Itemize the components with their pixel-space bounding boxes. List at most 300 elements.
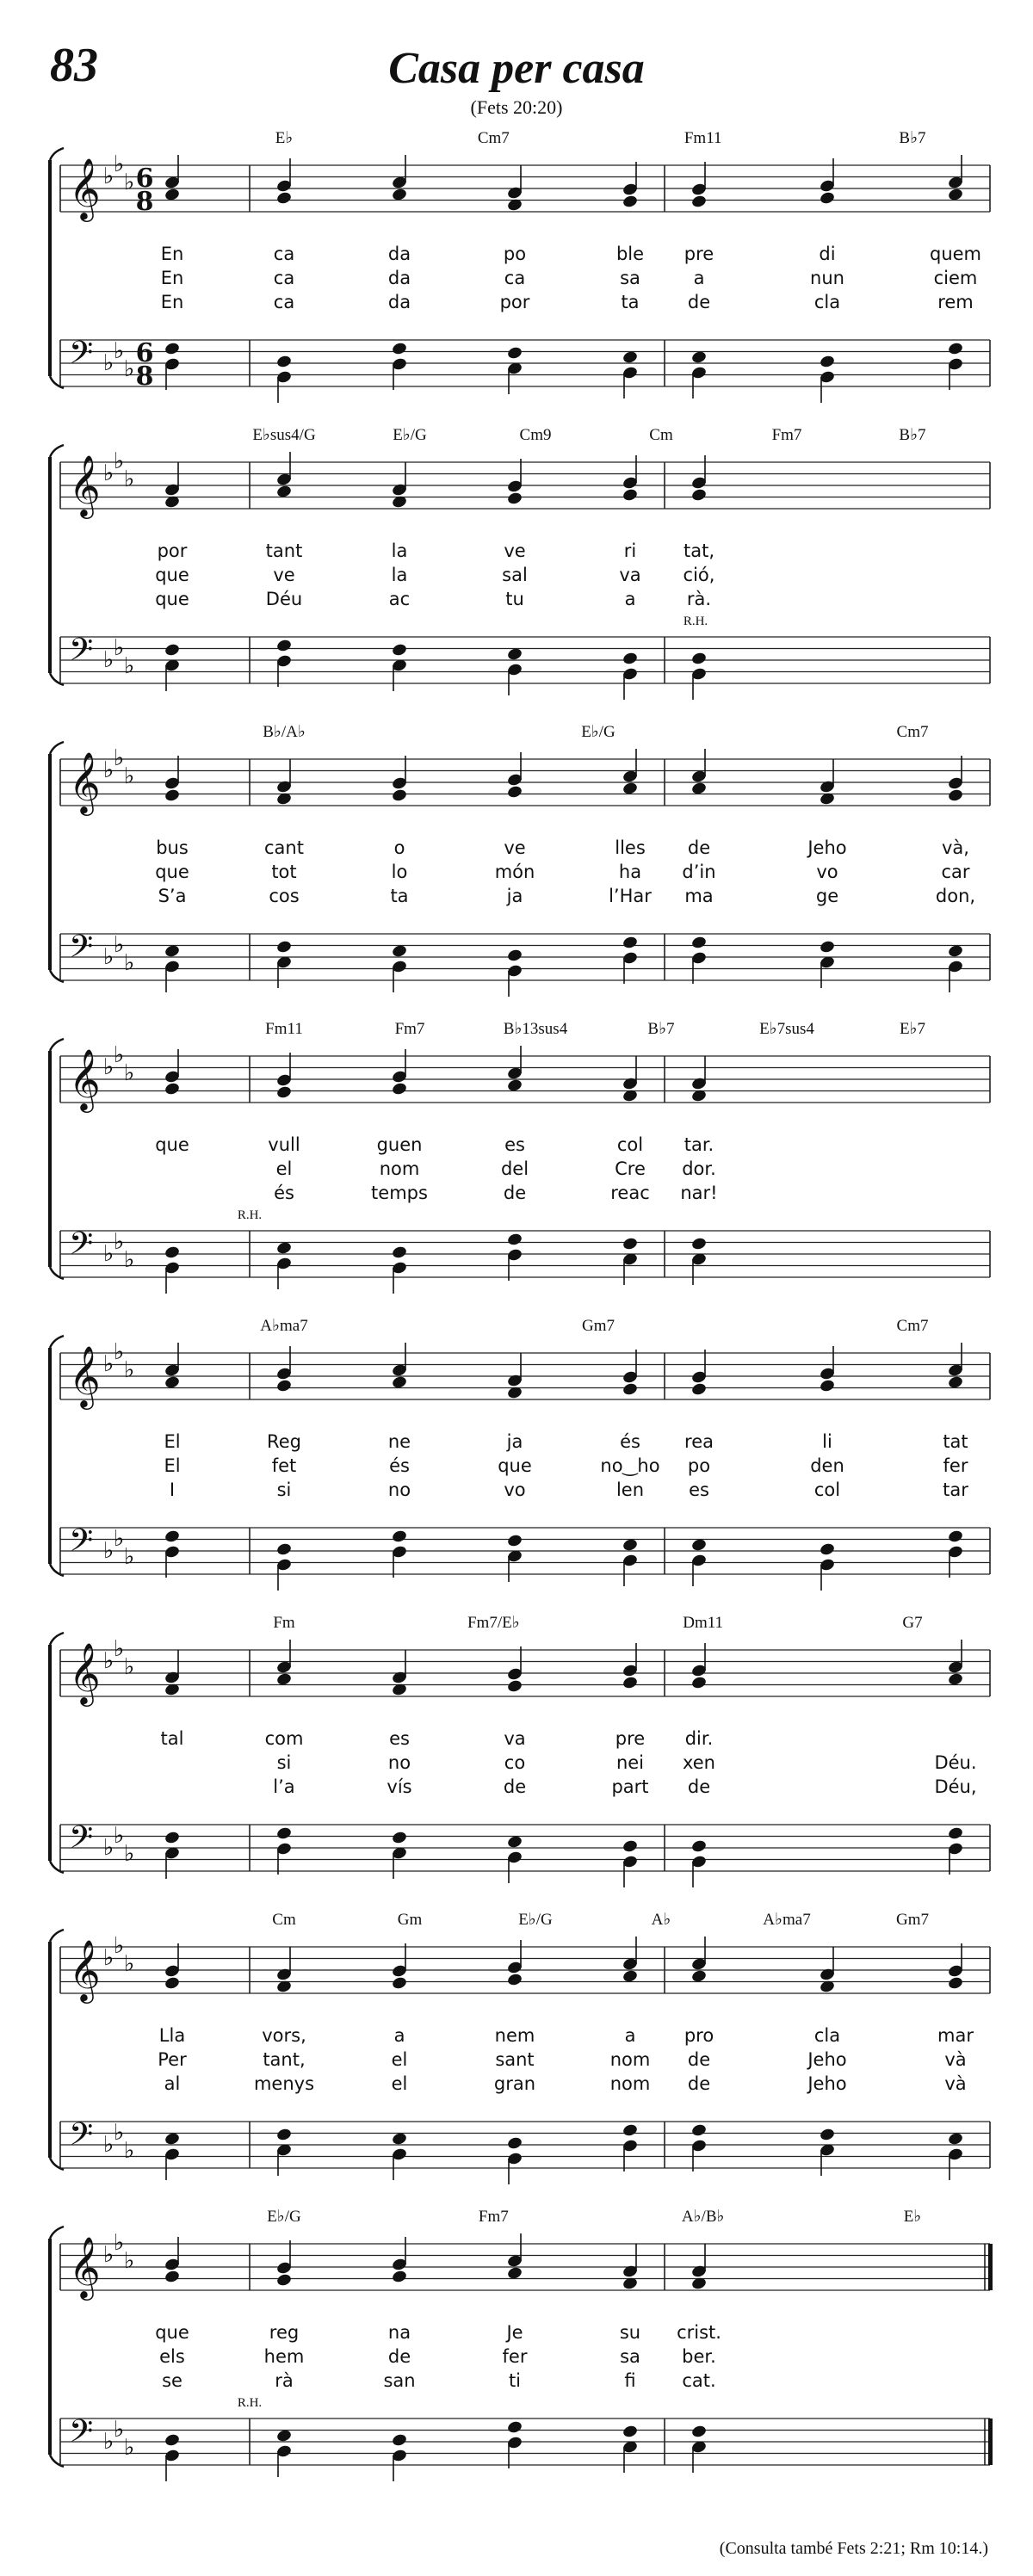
lyric-syllable: nom: [609, 2049, 651, 2070]
chord-symbol: Fm7: [771, 426, 802, 444]
lyric-syllable: cla: [813, 292, 841, 312]
lyric-syllable: vo: [504, 1480, 526, 1500]
lyric-syllable: rea: [684, 1431, 714, 1452]
music-system-1: [0, 120, 1033, 439]
lyric-syllable: que: [155, 565, 189, 585]
lyric-syllable: guen: [376, 1134, 423, 1155]
lyric-syllable: rà: [275, 2370, 294, 2391]
bass-clef-icon: 𝄢: [69, 632, 94, 676]
lyric-syllable: quem: [929, 244, 982, 264]
lyric-syllable: tot: [271, 862, 297, 882]
tenor-note: [506, 346, 523, 361]
flat-icon: ♭: [124, 1951, 135, 1977]
lyric-syllable: ac: [388, 589, 411, 609]
lyric-syllable: sa: [620, 2346, 640, 2367]
lyric-syllable: de: [687, 837, 711, 858]
lyric-syllable: del: [500, 1158, 529, 1179]
alto-note: [275, 2273, 292, 2288]
lyric-syllable: Déu,: [934, 1776, 977, 1797]
lyric-syllable: po: [687, 1455, 711, 1476]
lyric-syllable: reac: [610, 1183, 650, 1203]
lyric-syllable: de: [503, 1776, 527, 1797]
lyric-syllable: tant,: [263, 2049, 306, 2070]
lyric-syllable: Per: [158, 2049, 187, 2070]
chord-symbol: E♭/G: [393, 426, 427, 444]
alto-note: [391, 1976, 407, 1991]
lyric-syllable: El: [164, 1431, 181, 1452]
lyric-syllable: và: [944, 2073, 967, 2094]
lyric-syllable: na: [387, 2322, 411, 2343]
lyric-syllable: ble: [615, 244, 645, 264]
lyric-syllable: va: [504, 1728, 526, 1749]
lyric-syllable: que: [155, 589, 189, 609]
lyric-syllable: da: [387, 268, 411, 288]
chord-symbol: E♭/G: [581, 723, 615, 741]
right-hand-marking: R.H.: [683, 615, 708, 628]
alto-note: [622, 195, 638, 209]
lyric-syllable: no: [387, 1480, 411, 1500]
song-title: Casa per casa: [388, 44, 645, 93]
lyric-syllable: và: [944, 2049, 967, 2070]
tenor-note: [391, 1245, 407, 1260]
lyric-syllable: li: [822, 1431, 832, 1452]
right-hand-marking: R.H.: [237, 2396, 263, 2410]
lyric-syllable: de: [687, 2073, 711, 2094]
lyric-syllable: ca: [273, 244, 295, 264]
lyric-syllable: crist.: [677, 2322, 721, 2343]
lyric-syllable: és: [620, 1431, 640, 1452]
treble-clef-icon: 𝄞: [69, 1938, 101, 2001]
tenor-note: [819, 1542, 835, 1557]
flat-icon: ♭: [124, 1841, 135, 1867]
flat-icon: ♭: [114, 1229, 125, 1255]
time-signature-bottom: 8: [135, 187, 154, 217]
flat-icon: ♭: [103, 757, 114, 783]
music-system-5: [0, 1308, 1033, 1627]
tenor-note: [819, 940, 835, 954]
lyric-syllable: pre: [615, 1728, 646, 1749]
lyric-syllable: sal: [502, 565, 528, 585]
flat-icon: ♭: [103, 647, 114, 673]
lyric-syllable: vull: [268, 1134, 300, 1155]
alto-note: [622, 1676, 638, 1690]
flat-icon: ♭: [114, 635, 125, 661]
chord-symbol: B♭7: [647, 1020, 675, 1038]
flat-icon: ♭: [114, 1526, 125, 1552]
alto-note: [622, 1382, 638, 1397]
tenor-note: [391, 342, 407, 356]
lyric-syllable: de: [687, 1776, 711, 1797]
lyric-syllable: tar: [943, 1480, 968, 1500]
lyric-syllable: nom: [379, 1158, 420, 1179]
chord-symbol: Cm7: [477, 129, 510, 147]
tenor-note: [391, 643, 407, 658]
chord-symbol: Dm11: [683, 1614, 724, 1632]
tenor-note: [275, 639, 292, 653]
treble-clef-icon: 𝄞: [69, 2235, 101, 2298]
lyric-syllable: ca: [273, 268, 295, 288]
flat-icon: ♭: [114, 2417, 125, 2443]
lyric-syllable: ve: [504, 837, 526, 858]
tenor-note: [690, 1237, 707, 1251]
lyric-syllable: fi: [624, 2370, 636, 2391]
chord-symbol: Fm7: [394, 1020, 425, 1038]
tenor-note: [622, 2425, 638, 2439]
lyric-syllable: por: [499, 292, 530, 312]
lyric-syllable: Déu: [265, 589, 303, 609]
flat-icon: ♭: [124, 356, 135, 382]
chord-symbol: B♭13sus4: [503, 1020, 568, 1038]
lyric-syllable: temps: [371, 1183, 428, 1203]
chord-symbol: Gm7: [896, 1911, 929, 1929]
lyric-syllable: da: [387, 292, 411, 312]
flat-icon: ♭: [103, 1648, 114, 1674]
flat-icon: ♭: [103, 2429, 114, 2455]
lyric-syllable: ma: [684, 886, 714, 906]
alto-note: [164, 788, 180, 803]
treble-clef-icon: 𝄞: [69, 454, 101, 516]
lyric-syllable: ca: [273, 292, 295, 312]
flat-icon: ♭: [114, 2120, 125, 2146]
music-system-7: [0, 1902, 1033, 2221]
lyric-syllable: don,: [935, 886, 976, 906]
alto-note: [164, 1082, 180, 1096]
final-barline: [988, 2244, 993, 2290]
flat-icon: ♭: [124, 1247, 135, 1273]
tenor-note: [690, 652, 707, 666]
lyric-syllable: En: [160, 268, 184, 288]
lyric-syllable: o: [393, 837, 405, 858]
lyric-syllable: fet: [271, 1455, 297, 1476]
flat-icon: ♭: [103, 2132, 114, 2158]
bracket-hook: [50, 148, 64, 160]
lyric-syllable: nom: [609, 2073, 651, 2094]
lyric-syllable: cant: [264, 837, 304, 858]
flat-icon: ♭: [124, 1544, 135, 1570]
lyric-syllable: tat,: [683, 541, 715, 561]
lyric-syllable: vís: [387, 1776, 412, 1797]
lyric-syllable: el: [275, 1158, 293, 1179]
tenor-note: [947, 1529, 963, 1544]
alto-note: [690, 1382, 707, 1397]
chord-symbol: Cm7: [896, 1317, 929, 1335]
lyric-syllable: El: [164, 1455, 181, 1476]
lyric-syllable: En: [160, 292, 184, 312]
lyric-syllable: ció,: [683, 565, 715, 585]
lyric-syllable: ja: [506, 1431, 523, 1452]
lyric-syllable: tant: [265, 541, 303, 561]
treble-clef-icon: 𝄞: [69, 1641, 101, 1704]
flat-icon: ♭: [124, 1060, 135, 1086]
lyric-syllable: rem: [937, 292, 974, 312]
lyric-syllable: san: [383, 2370, 416, 2391]
tenor-note: [506, 1232, 523, 1247]
flat-icon: ♭: [124, 1357, 135, 1383]
bracket-hook: [50, 445, 64, 457]
alto-note: [819, 1379, 835, 1393]
lyric-syllable: que: [155, 1134, 189, 1155]
lyric-syllable: ge: [815, 886, 839, 906]
tenor-note: [275, 940, 292, 954]
chord-symbol: A♭/B♭: [681, 2208, 725, 2226]
treble-clef-icon: 𝄞: [69, 1047, 101, 1110]
flat-icon: ♭: [103, 1054, 114, 1080]
lyric-syllable: a: [693, 268, 705, 288]
alto-note: [690, 488, 707, 503]
bass-clef-icon: 𝄢: [69, 1819, 94, 1863]
lyric-syllable: si: [276, 1480, 292, 1500]
lyric-syllable: no‿ho: [600, 1455, 660, 1476]
tenor-note: [622, 936, 638, 950]
flat-icon: ♭: [103, 1835, 114, 1861]
music-system-2: [0, 417, 1033, 736]
flat-icon: ♭: [114, 1823, 125, 1849]
alto-note: [275, 1085, 292, 1100]
chord-symbol: G7: [902, 1614, 923, 1632]
flat-icon: ♭: [103, 164, 114, 189]
tenor-note: [164, 1245, 180, 1260]
lyric-syllable: co: [504, 1752, 526, 1773]
flat-icon: ♭: [114, 1636, 125, 1662]
lyric-syllable: de: [503, 1183, 527, 1203]
flat-icon: ♭: [124, 2138, 135, 2164]
lyric-syllable: den: [810, 1455, 844, 1476]
lyric-syllable: d’in: [682, 862, 716, 882]
lyric-syllable: po: [503, 244, 527, 264]
lyric-syllable: no: [387, 1752, 411, 1773]
time-signature-top: 6: [135, 164, 154, 194]
lyric-syllable: tal: [160, 1728, 184, 1749]
lyric-syllable: Déu.: [934, 1752, 977, 1773]
lyric-syllable: ve: [273, 565, 295, 585]
tenor-note: [690, 1839, 707, 1854]
tenor-note: [164, 1831, 180, 1845]
lyric-syllable: se: [162, 2370, 182, 2391]
lyric-syllable: ti: [508, 2370, 522, 2391]
lyric-syllable: a: [624, 2025, 636, 2046]
lyric-syllable: de: [687, 2049, 711, 2070]
tenor-note: [690, 2123, 707, 2138]
lyric-syllable: tat: [943, 1431, 968, 1452]
flat-icon: ♭: [124, 763, 135, 789]
bass-clef-icon: 𝄢: [69, 929, 94, 973]
chord-symbol: E♭/G: [518, 1911, 553, 1929]
lyric-syllable: gran: [493, 2073, 536, 2094]
flat-icon: ♭: [124, 950, 135, 976]
flat-icon: ♭: [114, 1933, 125, 1959]
flat-icon: ♭: [103, 1538, 114, 1564]
lyric-syllable: tu: [505, 589, 524, 609]
lyric-syllable: que: [155, 862, 189, 882]
alto-note: [690, 195, 707, 209]
lyric-syllable: els: [159, 2346, 185, 2367]
flat-icon: ♭: [114, 448, 125, 474]
chord-symbol: A♭: [651, 1911, 671, 1929]
chord-symbol: Fm7/E♭: [467, 1614, 520, 1632]
lyric-syllable: da: [387, 244, 411, 264]
flat-icon: ♭: [124, 653, 135, 679]
time-signature-top: 6: [135, 338, 154, 368]
lyric-syllable: la: [391, 541, 408, 561]
bracket-hook: [50, 742, 64, 754]
tenor-note: [947, 1826, 963, 1841]
chord-symbol: Cm: [272, 1911, 296, 1929]
lyric-syllable: l’Har: [609, 886, 652, 906]
lyric-syllable: su: [619, 2322, 641, 2343]
flat-icon: ♭: [103, 350, 114, 376]
lyric-syllable: col: [813, 1480, 841, 1500]
alto-note: [506, 785, 523, 800]
chord-symbol: Fm11: [265, 1020, 303, 1038]
lyric-syllable: lles: [615, 837, 646, 858]
bass-clef-icon: 𝄢: [69, 1226, 94, 1269]
song-number: 83: [50, 39, 98, 92]
scripture-reference: (Fets 20:20): [470, 96, 563, 118]
lyric-syllable: hem: [263, 2346, 305, 2367]
lyric-syllable: nem: [494, 2025, 535, 2046]
lyric-syllable: a: [624, 589, 636, 609]
flat-icon: ♭: [124, 466, 135, 492]
tenor-note: [690, 936, 707, 950]
tenor-note: [819, 2128, 835, 2142]
chord-symbol: Cm7: [896, 723, 929, 741]
lyric-syllable: por: [157, 541, 188, 561]
lyric-syllable: Je: [506, 2322, 523, 2343]
lyric-syllable: fer: [502, 2346, 528, 2367]
tenor-note: [164, 342, 180, 356]
lyric-syllable: la: [391, 565, 408, 585]
lyric-syllable: di: [819, 244, 836, 264]
lyric-syllable: ve: [504, 541, 526, 561]
lyric-syllable: sant: [495, 2049, 535, 2070]
bass-clef-icon: 𝄢: [69, 335, 94, 379]
tenor-note: [164, 1529, 180, 1544]
lyric-syllable: nei: [615, 1752, 645, 1773]
lyric-syllable: En: [160, 244, 184, 264]
lyric-syllable: a: [393, 2025, 405, 2046]
lyric-syllable: el: [391, 2073, 408, 2094]
lyric-syllable: ta: [390, 886, 409, 906]
chord-symbol: B♭/A♭: [263, 723, 306, 741]
lyric-syllable: reg: [269, 2322, 300, 2343]
final-barline: [988, 2418, 993, 2465]
alto-note: [690, 1676, 707, 1690]
flat-icon: ♭: [124, 2435, 135, 2461]
lyric-syllable: ne: [387, 1431, 411, 1452]
right-hand-marking: R.H.: [237, 1208, 263, 1222]
lyric-syllable: és: [389, 1455, 410, 1476]
bracket-hook: [50, 1039, 64, 1051]
lyric-syllable: vo: [816, 862, 838, 882]
flat-icon: ♭: [103, 2242, 114, 2268]
tenor-note: [622, 652, 638, 666]
chord-symbol: E♭7: [899, 1020, 926, 1038]
tenor-note: [622, 1237, 638, 1251]
alto-note: [391, 2270, 407, 2284]
lyric-syllable: bus: [156, 837, 189, 858]
flat-icon: ♭: [103, 1351, 114, 1377]
music-system-4: [0, 1011, 1033, 1330]
bracket-hook: [50, 1336, 64, 1348]
lyric-syllable: Jeho: [807, 837, 847, 858]
lyric-syllable: sa: [620, 268, 640, 288]
flat-icon: ♭: [114, 745, 125, 771]
chord-symbol: B♭7: [899, 426, 926, 444]
lyric-syllable: col: [616, 1134, 644, 1155]
tenor-note: [391, 1831, 407, 1845]
tenor-note: [506, 2136, 523, 2151]
treble-clef-icon: 𝄞: [69, 157, 101, 219]
lyric-syllable: và,: [942, 837, 969, 858]
alto-note: [947, 788, 963, 803]
chord-symbol: Gm: [397, 1911, 423, 1929]
tenor-note: [622, 1839, 638, 1854]
flat-icon: ♭: [124, 1654, 135, 1680]
flat-icon: ♭: [114, 151, 125, 177]
flat-icon: ♭: [114, 1042, 125, 1068]
lyric-syllable: cla: [813, 2025, 841, 2046]
lyric-syllable: S’a: [158, 886, 187, 906]
lyric-syllable: va: [619, 565, 641, 585]
lyric-syllable: menys: [253, 2073, 315, 2094]
tenor-note: [506, 1534, 523, 1548]
lyric-syllable: al: [164, 2073, 181, 2094]
bracket-hook: [50, 1633, 64, 1645]
lyric-syllable: Lla: [158, 2025, 186, 2046]
lyric-syllable: ber.: [682, 2346, 716, 2367]
tenor-note: [275, 1826, 292, 1841]
bracket-hook: [50, 1930, 64, 1942]
lyric-syllable: ca: [504, 268, 526, 288]
alto-note: [164, 2270, 180, 2284]
tenor-note: [275, 1542, 292, 1557]
music-system-6: [0, 1605, 1033, 1924]
lyric-syllable: car: [941, 862, 970, 882]
tenor-note: [690, 2425, 707, 2439]
music-system-3: [0, 714, 1033, 1033]
lyric-syllable: nar!: [680, 1183, 718, 1203]
chord-symbol: Gm7: [582, 1317, 615, 1335]
lyric-syllable: ta: [621, 292, 640, 312]
flat-icon: ♭: [103, 944, 114, 970]
tenor-note: [391, 1529, 407, 1544]
flat-icon: ♭: [114, 932, 125, 958]
lyric-syllable: es: [504, 1134, 525, 1155]
tenor-note: [275, 355, 292, 369]
chord-symbol: B♭7: [899, 129, 926, 147]
chord-symbol: E♭sus4/G: [252, 426, 316, 444]
time-signature-bottom: 8: [135, 361, 154, 392]
alto-note: [275, 1379, 292, 1393]
tenor-note: [506, 948, 523, 963]
lyric-syllable: nun: [810, 268, 844, 288]
flat-icon: ♭: [114, 2230, 125, 2256]
flat-icon: ♭: [103, 1945, 114, 1971]
tenor-note: [275, 2128, 292, 2142]
lyric-syllable: és: [274, 1183, 294, 1203]
alto-note: [391, 788, 407, 803]
treble-clef-icon: 𝄞: [69, 751, 101, 813]
alto-note: [506, 491, 523, 506]
flat-icon: ♭: [114, 338, 125, 364]
chord-symbol: E♭: [903, 2208, 922, 2226]
lyric-syllable: ja: [506, 886, 523, 906]
lyric-syllable: I: [169, 1480, 176, 1500]
chord-symbol: E♭/G: [267, 2208, 301, 2226]
lyric-syllable: fer: [943, 1455, 968, 1476]
alto-note: [506, 1973, 523, 1987]
alto-note: [622, 488, 638, 503]
